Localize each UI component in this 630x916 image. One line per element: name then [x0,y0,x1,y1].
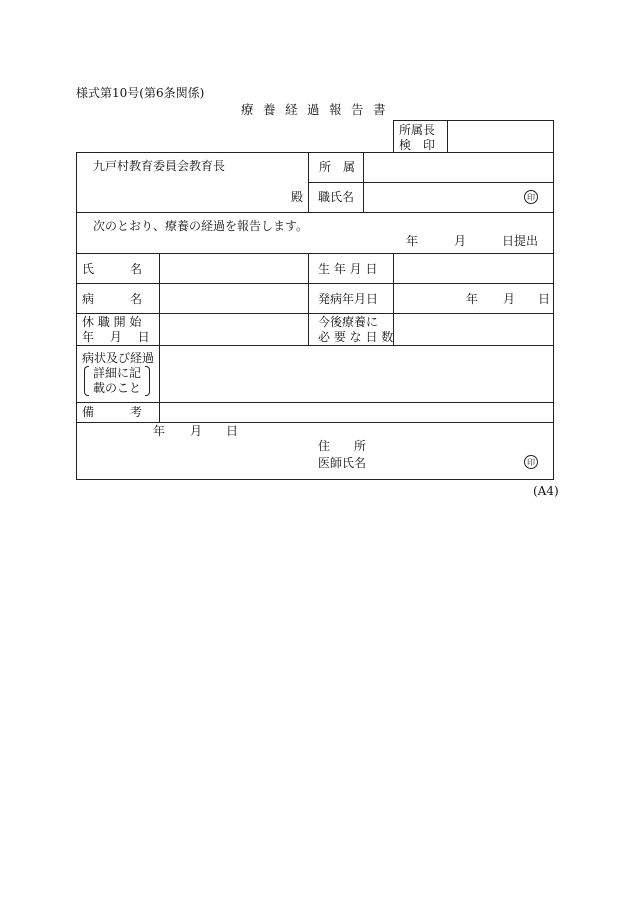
submitter-name-label: 職氏名 [318,190,355,204]
doctor-name-label: 医師氏名 [318,456,367,470]
dept-label: 所 属 [319,160,356,174]
progress-note-line1: 詳細に記 [93,366,142,380]
addressee-name: 九戸村教育委員会教育長 [93,159,226,173]
doctor-name-field[interactable] [372,455,517,473]
submit-date-year: 年 [406,234,419,248]
doctor-address-label: 住 所 [318,439,367,453]
name-label: 氏 名 [82,262,143,276]
submitter-divider [308,182,554,183]
submitter-seal-icon: 印 [524,190,538,204]
birthdate-field[interactable] [395,255,552,282]
row-rule-3 [76,313,554,314]
name-field[interactable] [161,255,306,282]
mid-col-border [308,253,309,345]
row-rule-4 [76,345,554,346]
approval-label-line1: 所属長 [399,123,436,137]
submit-date-month: 月 [454,234,467,248]
illness-field[interactable] [161,285,306,312]
submitter-name-field[interactable] [365,184,515,211]
approval-divider [447,120,448,153]
label-col-border [159,253,160,422]
row-rule-1 [76,253,554,254]
right-bracket-icon [145,366,150,396]
statement-top-rule [76,212,554,213]
submitter-left-border [308,152,309,212]
leave-start-field[interactable] [161,315,306,344]
days-needed-field[interactable] [395,315,552,344]
progress-field[interactable] [161,347,552,401]
remarks-label: 備 考 [82,405,143,419]
doctor-address-field[interactable] [372,437,550,453]
submitter-label-border [363,152,364,212]
onset-day: 日 [538,292,551,306]
onset-label: 発病年月日 [318,292,379,306]
row-rule-6 [76,422,554,423]
approval-label-line2: 検 印 [399,138,436,152]
progress-note-line2: 載のこと [93,381,142,395]
dept-field[interactable] [365,154,552,181]
doctor-date-day: 日 [226,424,239,438]
submit-date-day: 日提出 [502,234,539,248]
onset-year: 年 [466,292,479,306]
doctor-date-month: 月 [190,424,203,438]
form-id: 様式第10号(第6条関係) [76,86,205,100]
leave-start-label-line1: 休 職 開 始 [82,315,142,329]
doctor-seal-icon: 印 [524,455,538,469]
illness-label: 病 名 [82,292,143,306]
document-title: 療養経過報告書 [241,102,396,117]
birthdate-label: 生 年 月 日 [318,262,378,276]
days-needed-label-line1: 今後療養に [318,315,379,329]
row-rule-5 [76,402,554,403]
remarks-field[interactable] [161,404,552,421]
onset-month: 月 [503,292,516,306]
addressee-honorific: 殿 [291,190,304,204]
progress-label: 病状及び経過 [82,351,155,365]
days-needed-label-line2: 必 要 な 日 数 [318,330,394,344]
approval-stamp-field[interactable] [449,122,552,151]
row-rule-2 [76,283,554,284]
leave-start-label-line2: 年 月 日 [82,330,150,344]
left-bracket-icon [84,366,89,396]
statement-text: 次のとおり、療養の経過を報告します。 [93,219,309,233]
paper-size: (A4) [533,484,559,498]
doctor-date-year: 年 [153,424,166,438]
